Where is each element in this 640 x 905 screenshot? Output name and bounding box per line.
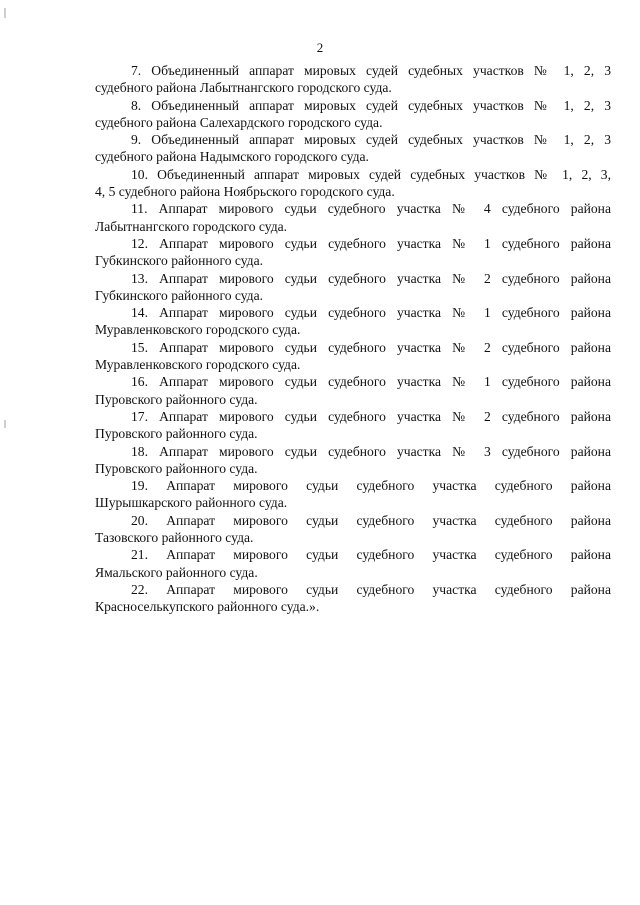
list-item-continuation: Губкинского районного суда. (95, 253, 264, 269)
list-item-16 (95, 373, 611, 408)
list-item-continuation: Тазовского районного суда. (95, 530, 254, 546)
list-item-8 (95, 97, 611, 132)
list-item-continuation: Красноселькупского районного суда.». (95, 599, 320, 615)
list-item-continuation: судебного района Лабытнангского городского суда. (95, 80, 392, 96)
list-item-continuation: Пуровского районного суда. (95, 426, 258, 442)
list-item-10 (95, 166, 611, 201)
list-item-first-line: 19. Аппарат мирового судьи судебного участка судебного района (131, 478, 611, 494)
list-item-14 (95, 304, 611, 339)
list-item-20 (95, 512, 611, 547)
list-item-continuation: Губкинского районного суда. (95, 287, 264, 303)
list-item-first-line: 17. Аппарат мирового судьи судебного участка № 2 судебного района (131, 408, 611, 424)
list-body (95, 62, 611, 616)
list-item-first-line: 13. Аппарат мирового судьи судебного участка № 2 судебного района (131, 270, 611, 286)
list-item-19 (95, 477, 611, 512)
list-item-13 (95, 270, 611, 305)
list-item-first-line: 22. Аппарат мирового судьи судебного участка судебного района (131, 581, 611, 597)
list-item-first-line: 10. Объединенный аппарат мировых судей судебных участков № 1, 2, 3, (131, 166, 611, 182)
list-item-first-line: 21. Аппарат мирового судьи судебного участка судебного района (131, 547, 611, 563)
list-item-first-line: 14. Аппарат мирового судьи судебного участка № 1 судебного района (131, 305, 611, 321)
list-item-9 (95, 131, 611, 166)
page-number: 2 (316, 40, 324, 55)
list-item-continuation: Муравленковского городского суда. (95, 357, 301, 373)
list-item-18 (95, 443, 611, 478)
list-item-12 (95, 235, 611, 270)
list-item-first-line: 9. Объединенный аппарат мировых судей судебных участков № 1, 2, 3 (131, 132, 611, 148)
scan-margin-mark (4, 8, 6, 18)
list-item-7 (95, 62, 611, 97)
list-item-first-line: 7. Объединенный аппарат мировых судей судебных участков № 1, 2, 3 (131, 63, 611, 78)
list-item-continuation: судебного района Надымского городского суда. (95, 149, 369, 165)
list-item-continuation: Пуровского районного суда. (95, 391, 258, 407)
list-item-first-line: 20. Аппарат мирового судьи судебного участка судебного района (131, 512, 611, 528)
list-item-15 (95, 339, 611, 374)
list-item-first-line: 8. Объединенный аппарат мировых судей судебных участков № 1, 2, 3 (131, 97, 611, 113)
scan-margin-mark (4, 420, 6, 428)
list-item-first-line: 15. Аппарат мирового судьи судебного участка № 2 судебного района (131, 339, 611, 355)
list-item-continuation: Ямальского районного суда. (95, 564, 258, 580)
list-item-continuation: Лабытнангского городского суда. (95, 218, 288, 234)
list-item-continuation: 4, 5 судебного района Ноябрьского городского суда. (95, 184, 395, 200)
list-item-continuation: Шурышкарского районного суда. (95, 495, 288, 511)
list-item-continuation: Муравленковского городского суда. (95, 322, 301, 338)
list-item-first-line: 12. Аппарат мирового судьи судебного участка № 1 судебного района (131, 235, 611, 251)
list-item-21 (95, 546, 611, 581)
list-item-first-line: 16. Аппарат мирового судьи судебного участка № 1 судебного района (131, 374, 611, 390)
list-item-first-line: 11. Аппарат мирового судьи судебного участка № 4 судебного района (131, 201, 611, 217)
list-item-continuation: Пуровского районного суда. (95, 460, 258, 476)
list-item-11 (95, 200, 611, 235)
list-item-continuation: судебного района Салехардского городского суда. (95, 114, 383, 130)
list-item-first-line: 18. Аппарат мирового судьи судебного участка № 3 судебного района (131, 443, 611, 459)
list-item-17 (95, 408, 611, 443)
list-item-22 (95, 581, 611, 616)
